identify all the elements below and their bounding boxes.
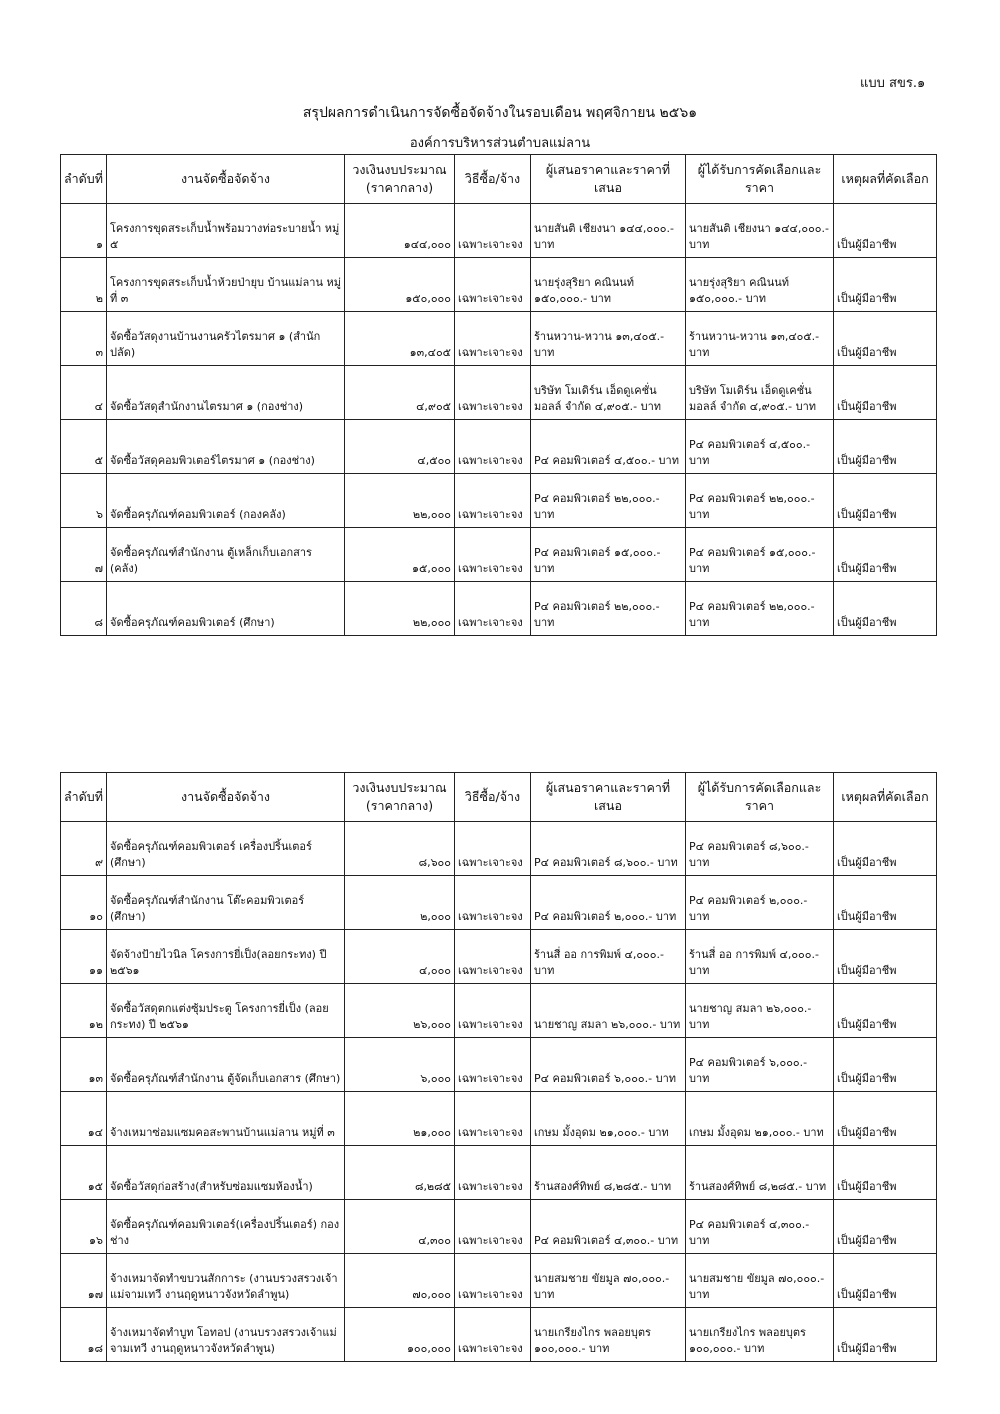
row-number: ๑ — [61, 204, 107, 258]
row-method: เฉพาะเจาะจง — [455, 1254, 531, 1308]
procurement-table-1 — [60, 154, 937, 636]
row-reason: เป็นผู้มีอาชีพ — [834, 1308, 937, 1362]
row-method: เฉพาะเจาะจง — [455, 1308, 531, 1362]
row-offer: P๔ คอมพิวเตอร์ ๘,๖๐๐.- บาท — [531, 822, 686, 876]
row-budget: ๗๐,๐๐๐ — [345, 1254, 455, 1308]
row-number: ๓ — [61, 312, 107, 366]
row-number: ๗ — [61, 528, 107, 582]
table-row — [61, 366, 937, 420]
row-offer: นายสันติ เชียงนา ๑๔๔,๐๐๐.- บาท — [531, 204, 686, 258]
row-method: เฉพาะเจาะจง — [455, 1038, 531, 1092]
row-item: จัดซื้อวัสดุคอมพิวเตอร์ไตรมาศ ๑ (กองช่าง) — [107, 420, 345, 474]
row-budget: ๒๒,๐๐๐ — [345, 474, 455, 528]
row-item: จัดซื้อครุภัณฑ์คอมพิวเตอร์(เครื่องปริ้นเตอร์) กองช่าง — [107, 1200, 345, 1254]
col-header-no: ลำดับที่ — [61, 773, 107, 822]
row-method: เฉพาะเจาะจง — [455, 930, 531, 984]
row-item: จัดจ้างป้ายไวนิล โครงการยี่เป็ง(ลอยกระทง) ปี ๒๕๖๑ — [107, 930, 345, 984]
table-row — [61, 258, 937, 312]
row-reason: เป็นผู้มีอาชีพ — [834, 528, 937, 582]
row-winner: นายเกรียงไกร พลอยบุตร ๑๐๐,๐๐๐.- บาท — [686, 1308, 834, 1362]
row-offer: P๔ คอมพิวเตอร์ ๒,๐๐๐.- บาท — [531, 876, 686, 930]
row-number: ๑๔ — [61, 1092, 107, 1146]
row-budget: ๑๓,๔๐๕ — [345, 312, 455, 366]
row-number: ๑๗ — [61, 1254, 107, 1308]
row-offer: นายชาญ สมลา ๒๖,๐๐๐.- บาท — [531, 984, 686, 1038]
row-method: เฉพาะเจาะจง — [455, 1146, 531, 1200]
row-reason: เป็นผู้มีอาชีพ — [834, 1146, 937, 1200]
row-reason: เป็นผู้มีอาชีพ — [834, 1038, 937, 1092]
row-winner: P๔ คอมพิวเตอร์ ๒๒,๐๐๐.- บาท — [686, 582, 834, 636]
col-header-budget-line2: (ราคากลาง) — [365, 798, 434, 813]
row-offer: P๔ คอมพิวเตอร์ ๑๕,๐๐๐.- บาท — [531, 528, 686, 582]
row-offer: นายเกรียงไกร พลอยบุตร ๑๐๐,๐๐๐.- บาท — [531, 1308, 686, 1362]
col-header-budget — [345, 155, 455, 204]
row-number: ๑๕ — [61, 1146, 107, 1200]
row-budget: ๑๔๔,๐๐๐ — [345, 204, 455, 258]
row-item: จัดซื้อครุภัณฑ์คอมพิวเตอร์ เครื่องปริ้นเตอร์ (ศึกษา) — [107, 822, 345, 876]
row-reason: เป็นผู้มีอาชีพ — [834, 420, 937, 474]
col-header-item: งานจัดซื้อจัดจ้าง — [107, 773, 345, 822]
row-winner: เกษม มั้งอุดม ๒๑,๐๐๐.- บาท — [686, 1092, 834, 1146]
col-header-budget-line2: (ราคากลาง) — [365, 180, 434, 195]
row-reason: เป็นผู้มีอาชีพ — [834, 312, 937, 366]
row-winner: P๔ คอมพิวเตอร์ ๖,๐๐๐.- บาท — [686, 1038, 834, 1092]
row-method: เฉพาะเจาะจง — [455, 366, 531, 420]
row-offer: เกษม มั้งอุดม ๒๑,๐๐๐.- บาท — [531, 1092, 686, 1146]
row-budget: ๒๖,๐๐๐ — [345, 984, 455, 1038]
row-budget: ๔,๕๐๐ — [345, 420, 455, 474]
row-reason: เป็นผู้มีอาชีพ — [834, 930, 937, 984]
row-offer: P๔ คอมพิวเตอร์ ๔,๓๐๐.- บาท — [531, 1200, 686, 1254]
row-budget: ๒๒,๐๐๐ — [345, 582, 455, 636]
row-number: ๑๖ — [61, 1200, 107, 1254]
row-offer: ร้านสองศ์ทิพย์ ๘,๒๘๕.- บาท — [531, 1146, 686, 1200]
row-reason: เป็นผู้มีอาชีพ — [834, 204, 937, 258]
row-item: จัดซื้อวัสดุสำนักงานไตรมาศ ๑ (กองช่าง) — [107, 366, 345, 420]
row-reason: เป็นผู้มีอาชีพ — [834, 1092, 937, 1146]
row-budget: ๒,๐๐๐ — [345, 876, 455, 930]
row-offer: P๔ คอมพิวเตอร์ ๒๒,๐๐๐.- บาท — [531, 582, 686, 636]
row-budget: ๘,๖๐๐ — [345, 822, 455, 876]
row-method: เฉพาะเจาะจง — [455, 258, 531, 312]
row-budget: ๑๕๐,๐๐๐ — [345, 258, 455, 312]
col-header-budget-line1: วงเงินงบประมาณ — [352, 162, 447, 177]
row-winner: ร้านสองศ์ทิพย์ ๘,๒๘๕.- บาท — [686, 1146, 834, 1200]
table-row — [61, 1092, 937, 1146]
row-item: จ้างเหมาจัดทำขบวนสักการะ (งานบรวงสรวงเจ้าแม่จามเทวี งานฤดูหนาวจังหวัดลำพูน) — [107, 1254, 345, 1308]
col-header-budget-line1: วงเงินงบประมาณ — [352, 780, 447, 795]
row-reason: เป็นผู้มีอาชีพ — [834, 1254, 937, 1308]
row-budget: ๑๕,๐๐๐ — [345, 528, 455, 582]
row-reason: เป็นผู้มีอาชีพ — [834, 1200, 937, 1254]
table-row — [61, 528, 937, 582]
row-offer: P๔ คอมพิวเตอร์ ๖,๐๐๐.- บาท — [531, 1038, 686, 1092]
row-budget: ๖,๐๐๐ — [345, 1038, 455, 1092]
table-row — [61, 582, 937, 636]
organization-name: องค์การบริหารส่วนตำบลแม่ลาน — [409, 136, 591, 151]
col-header-method: วิธีซื้อ/จ้าง — [455, 773, 531, 822]
row-method: เฉพาะเจาะจง — [455, 420, 531, 474]
table-row — [61, 1200, 937, 1254]
col-header-reason: เหตุผลที่คัดเลือก — [834, 155, 937, 204]
row-offer: นายสมชาย ขัยมูล ๗๐,๐๐๐.- บาท — [531, 1254, 686, 1308]
row-winner: นายรุ่งสุริยา คณินนท์ ๑๕๐,๐๐๐.- บาท — [686, 258, 834, 312]
row-offer: ร้านหวาน-หวาน ๑๓,๔๐๕.- บาท — [531, 312, 686, 366]
row-item: จัดซื้อครุภัณฑ์สำนักงาน โต๊ะคอมพิวเตอร์ (ศึกษา) — [107, 876, 345, 930]
row-item: จัดซื้อครุภัณฑ์สำนักงาน ตู้เหล็กเก็บเอกสาร (คลัง) — [107, 528, 345, 582]
row-winner: ร้านหวาน-หวาน ๑๓,๔๐๕.- บาท — [686, 312, 834, 366]
table-row — [61, 984, 937, 1038]
col-header-offer: ผู้เสนอราคาและราคาที่เสนอ — [531, 773, 686, 822]
col-header-reason: เหตุผลที่คัดเลือก — [834, 773, 937, 822]
table-header-row — [61, 155, 937, 204]
col-header-method: วิธีซื้อ/จ้าง — [455, 155, 531, 204]
col-header-budget — [345, 773, 455, 822]
row-number: ๙ — [61, 822, 107, 876]
row-number: ๑๐ — [61, 876, 107, 930]
row-method: เฉพาะเจาะจง — [455, 582, 531, 636]
row-winner: ร้านสี่ ออ การพิมพ์ ๔,๐๐๐.- บาท — [686, 930, 834, 984]
page-title: สรุปผลการดำเนินการจัดซื้อจัดจ้างในรอบเดือน พฤศจิกายน ๒๕๖๑ — [302, 105, 698, 121]
row-item: โครงการขุดสระเก็บน้ำห้วยป่ายุบ บ้านแม่ลาน หมู่ที่ ๓ — [107, 258, 345, 312]
row-offer: P๔ คอมพิวเตอร์ ๔,๕๐๐.- บาท — [531, 420, 686, 474]
row-reason: เป็นผู้มีอาชีพ — [834, 474, 937, 528]
table-row — [61, 822, 937, 876]
row-reason: เป็นผู้มีอาชีพ — [834, 366, 937, 420]
row-item: จัดซื้อวัสดุงานบ้านงานครัวไตรมาศ ๑ (สำนักปลัด) — [107, 312, 345, 366]
row-method: เฉพาะเจาะจง — [455, 876, 531, 930]
row-winner: P๔ คอมพิวเตอร์ ๒๒,๐๐๐.- บาท — [686, 474, 834, 528]
table-row — [61, 474, 937, 528]
row-item: จ้างเหมาซ่อมแซมคอสะพานบ้านแม่ลาน หมู่ที่ ๓ — [107, 1092, 345, 1146]
procurement-table-2 — [60, 772, 937, 1362]
table-header-row — [61, 773, 937, 822]
col-header-no: ลำดับที่ — [61, 155, 107, 204]
row-item: จัดซื้อครุภัณฑ์คอมพิวเตอร์ (ศึกษา) — [107, 582, 345, 636]
row-winner: P๔ คอมพิวเตอร์ ๒,๐๐๐.- บาท — [686, 876, 834, 930]
row-budget: ๒๑,๐๐๐ — [345, 1092, 455, 1146]
row-number: ๔ — [61, 366, 107, 420]
row-winner: นายชาญ สมลา ๒๖,๐๐๐.- บาท — [686, 984, 834, 1038]
row-item: จัดซื้อครุภัณฑ์สำนักงาน ตู้จัดเก็บเอกสาร (ศึกษา) — [107, 1038, 345, 1092]
row-winner: P๔ คอมพิวเตอร์ ๘,๖๐๐.- บาท — [686, 822, 834, 876]
table-row — [61, 204, 937, 258]
col-header-item: งานจัดซื้อจัดจ้าง — [107, 155, 345, 204]
table-row — [61, 930, 937, 984]
row-number: ๑๘ — [61, 1308, 107, 1362]
row-method: เฉพาะเจาะจง — [455, 1092, 531, 1146]
row-number: ๒ — [61, 258, 107, 312]
col-header-winner: ผู้ได้รับการคัดเลือกและราคา — [686, 155, 834, 204]
row-reason: เป็นผู้มีอาชีพ — [834, 876, 937, 930]
row-winner: P๔ คอมพิวเตอร์ ๑๕,๐๐๐.- บาท — [686, 528, 834, 582]
table-row — [61, 1146, 937, 1200]
row-winner: P๔ คอมพิวเตอร์ ๔,๓๐๐.- บาท — [686, 1200, 834, 1254]
col-header-offer: ผู้เสนอราคาและราคาที่เสนอ — [531, 155, 686, 204]
row-reason: เป็นผู้มีอาชีพ — [834, 582, 937, 636]
row-item: จัดซื้อวัสดุตกแต่งซุ้มประตู โครงการยี่เป็ง (ลอยกระทง) ปี ๒๕๖๑ — [107, 984, 345, 1038]
col-header-winner: ผู้ได้รับการคัดเลือกและราคา — [686, 773, 834, 822]
row-number: ๑๓ — [61, 1038, 107, 1092]
row-reason: เป็นผู้มีอาชีพ — [834, 822, 937, 876]
row-item: โครงการขุดสระเก็บน้ำพร้อมวางท่อระบายน้ำ หมู่ ๕ — [107, 204, 345, 258]
row-number: ๕ — [61, 420, 107, 474]
row-winner: นายสมชาย ขัยมูล ๗๐,๐๐๐.- บาท — [686, 1254, 834, 1308]
row-budget: ๔,๙๐๕ — [345, 366, 455, 420]
row-method: เฉพาะเจาะจง — [455, 822, 531, 876]
row-item: จ้างเหมาจัดทำบูท โอทอป (งานบรวงสรวงเจ้าแม่จามเทวี งานฤดูหนาวจังหวัดลำพูน) — [107, 1308, 345, 1362]
row-number: ๑๑ — [61, 930, 107, 984]
table-row — [61, 420, 937, 474]
row-budget: ๔,๐๐๐ — [345, 930, 455, 984]
form-code: แบบ สขร.๑ — [860, 76, 926, 91]
row-method: เฉพาะเจาะจง — [455, 474, 531, 528]
row-offer: ร้านสี่ ออ การพิมพ์ ๔,๐๐๐.- บาท — [531, 930, 686, 984]
row-method: เฉพาะเจาะจง — [455, 204, 531, 258]
row-budget: ๑๐๐,๐๐๐ — [345, 1308, 455, 1362]
row-reason: เป็นผู้มีอาชีพ — [834, 258, 937, 312]
row-number: ๑๒ — [61, 984, 107, 1038]
row-winner: P๔ คอมพิวเตอร์ ๔,๕๐๐.- บาท — [686, 420, 834, 474]
row-offer: P๔ คอมพิวเตอร์ ๒๒,๐๐๐.- บาท — [531, 474, 686, 528]
table-row — [61, 1254, 937, 1308]
row-winner: บริษัท โมเดิร์น เอ็ดดูเคชั่น มอลล์ จำกัด ๔,๙๐๕.- บาท — [686, 366, 834, 420]
row-method: เฉพาะเจาะจง — [455, 528, 531, 582]
row-method: เฉพาะเจาะจง — [455, 1200, 531, 1254]
row-item: จัดซื้อครุภัณฑ์คอมพิวเตอร์ (กองคลัง) — [107, 474, 345, 528]
table-row — [61, 1308, 937, 1362]
table-row — [61, 876, 937, 930]
row-budget: ๔,๓๐๐ — [345, 1200, 455, 1254]
row-number: ๖ — [61, 474, 107, 528]
row-offer: บริษัท โมเดิร์น เอ็ดดูเคชั่น มอลล์ จำกัด ๔,๙๐๕.- บาท — [531, 366, 686, 420]
row-method: เฉพาะเจาะจง — [455, 984, 531, 1038]
row-reason: เป็นผู้มีอาชีพ — [834, 984, 937, 1038]
row-offer: นายรุ่งสุริยา คณินนท์ ๑๕๐,๐๐๐.- บาท — [531, 258, 686, 312]
row-method: เฉพาะเจาะจง — [455, 312, 531, 366]
table-row — [61, 1038, 937, 1092]
row-budget: ๘,๒๘๕ — [345, 1146, 455, 1200]
row-item: จัดซื้อวัสดุก่อสร้าง(สำหรับซ่อมแซมห้องน้ำ) — [107, 1146, 345, 1200]
row-number: ๘ — [61, 582, 107, 636]
table-row — [61, 312, 937, 366]
row-winner: นายสันติ เชียงนา ๑๔๔,๐๐๐.- บาท — [686, 204, 834, 258]
